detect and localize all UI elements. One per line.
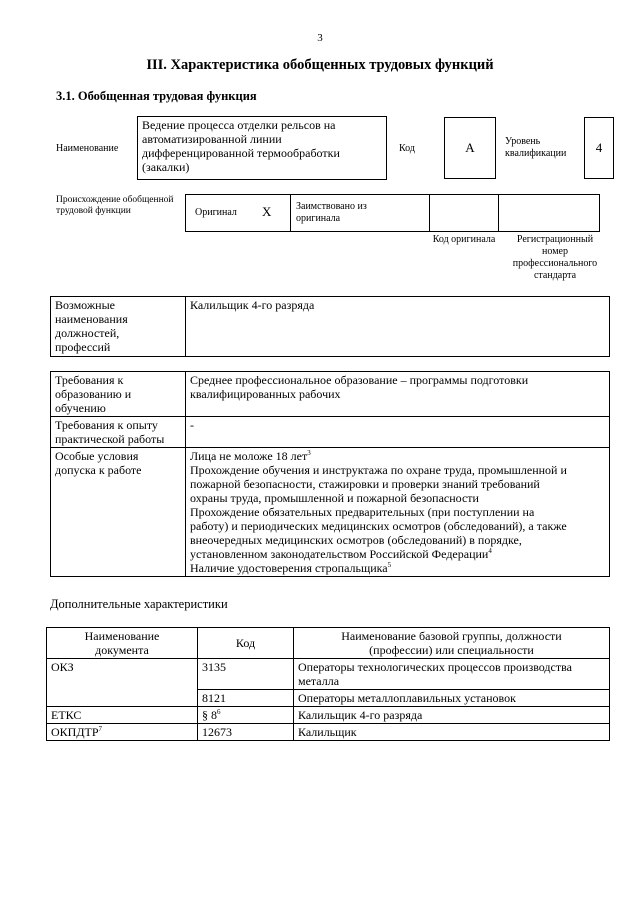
origin-box — [185, 194, 600, 232]
original-mark: X — [262, 204, 272, 219]
additional-title: Дополнительные характеристики — [50, 597, 228, 611]
origin-divider-2 — [429, 194, 430, 232]
okpdtr-cell: ОКПДТР$^7$ — [47, 724, 198, 741]
okz-code-1: 3135 — [198, 659, 294, 690]
borrowed-label: Заимствовано из оригинала — [296, 201, 367, 224]
education-label: Требования к образованию и обучению — [51, 372, 186, 417]
okz-name-2: Операторы металлоплавильных установок — [294, 690, 610, 707]
education-value: Среднее профессиональное образование – программы подготовки квалифицированных рабочих — [186, 372, 610, 417]
original-label: Оригинал — [195, 207, 237, 218]
name-label: Наименование — [56, 143, 119, 154]
okpdtr-name: Калильщик — [294, 724, 610, 741]
okz-name-1: Операторы технологических процессов производства металла — [294, 659, 610, 690]
page-number: 3 — [317, 32, 323, 44]
positions-label: Возможные наименования должностей, профессий — [51, 297, 186, 357]
additional-table — [46, 627, 610, 741]
level-label: Уровень квалификации — [505, 136, 567, 159]
positions-table — [50, 296, 610, 357]
origin-divider-1 — [290, 194, 291, 232]
origin-divider-3 — [498, 194, 499, 232]
etks-cell: ЕТКС — [47, 707, 198, 724]
etks-code: § $8^6$ — [198, 707, 294, 724]
okz-cell: ОКЗ — [47, 659, 198, 707]
etks-name: Калильщик 4-го разряда — [294, 707, 610, 724]
positions-value: Калильщик 4-го разряда — [186, 297, 610, 357]
subsection-title: 3.1. Обобщенная трудовая функция — [56, 89, 257, 103]
regnum-caption: Регистрационный номер профессионального стандарта — [512, 234, 598, 281]
code-original-caption: Код оригинала — [432, 234, 496, 245]
function-name-box: Ведение процесса отделки рельсов на автоматизированной линии дифференцированной термообработки (закалки) — [137, 116, 387, 180]
header-doc: Наименование документа — [47, 628, 198, 659]
section-title: III. Характеристика обобщенных трудовых функций — [146, 57, 494, 73]
requirements-table — [50, 371, 610, 577]
special-value: Лица не моложе 18 лет$^3$ Прохождение обучения и инструктажа по охране труда, промышленной и пожарной безопасности, стажировки и проверки знаний требований охраны труда, промышленной и пожарной безопасности Прохождение обязательных предварительных (при поступлении на работу) и периодических медицинских осмотров (обследований), а также внеочередных медицинских осмотров (обследований) в порядке, установленном законодательством Российской Федерации$^4$ Наличие удостоверения стропальщика$^5$ — [186, 448, 610, 577]
header-name: Наименование базовой группы, должности (профессии) или специальности — [294, 628, 610, 659]
code-value-box: A — [444, 117, 496, 179]
origin-label: Происхождение обобщенной трудовой функции — [56, 195, 174, 216]
experience-label: Требования к опыту практической работы — [51, 417, 186, 448]
okpdtr-code: 12673 — [198, 724, 294, 741]
code-label: Код — [399, 143, 415, 154]
header-code: Код — [198, 628, 294, 659]
okz-code-2: 8121 — [198, 690, 294, 707]
special-label: Особые условия допуска к работе — [51, 448, 186, 577]
experience-value: - — [186, 417, 610, 448]
level-value-box: 4 — [584, 117, 614, 179]
